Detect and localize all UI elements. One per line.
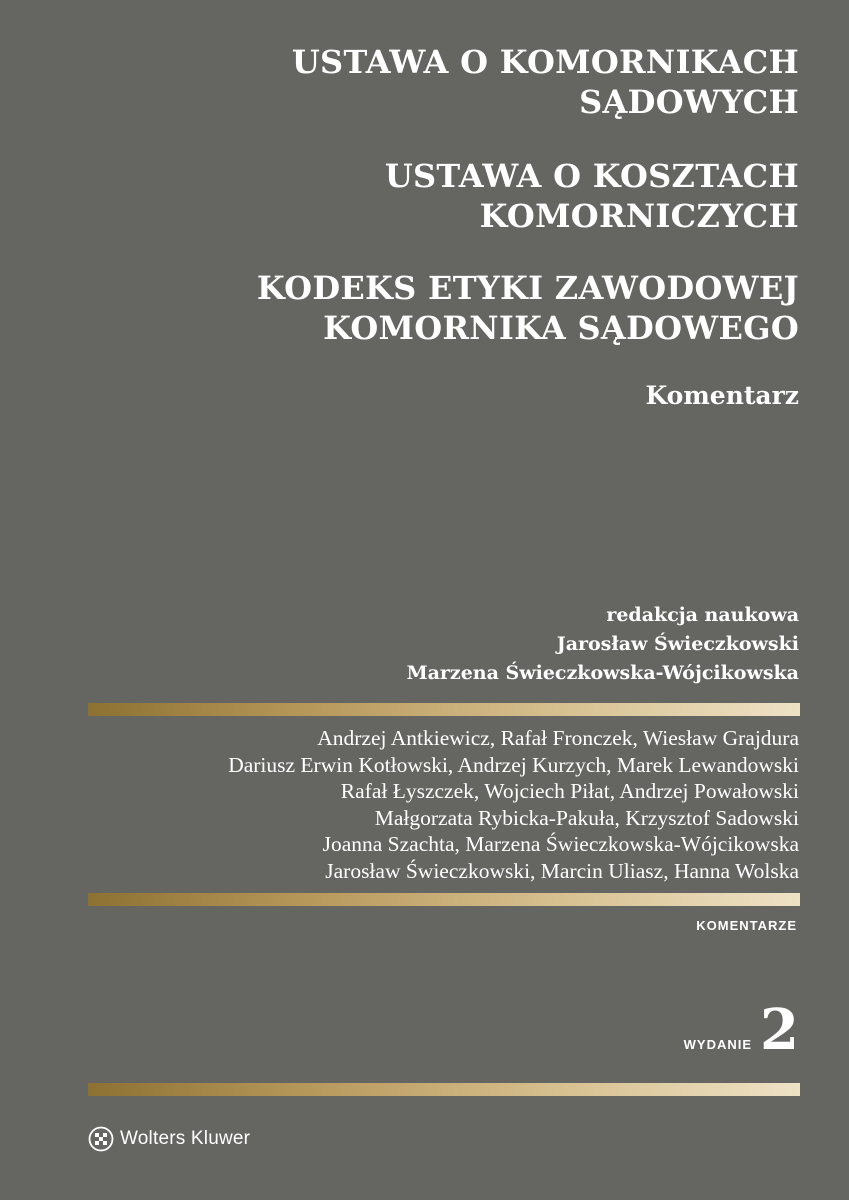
subtitle: Komentarz [645, 381, 799, 410]
title-line: KODEKS ETYKI ZAWODOWEJ [256, 269, 799, 307]
gold-divider [88, 703, 800, 716]
gold-divider [88, 1083, 800, 1096]
edition-block [684, 998, 799, 1062]
title-line: USTAWA O KOSZTACH [384, 157, 799, 195]
wolters-kluwer-logo-icon [88, 1126, 114, 1152]
title-line: KOMORNICZYCH [479, 197, 799, 235]
author-line: Dariusz Erwin Kotłowski, Andrzej Kurzych, Marek Lewandowski [228, 752, 799, 777]
author-line: Jarosław Świeczkowski, Marcin Uliasz, Hanna Wolska [325, 858, 799, 883]
editors-block [407, 601, 799, 688]
gold-divider [88, 893, 800, 906]
series-label: KOMENTARZE [696, 918, 797, 933]
author-line: Małgorzata Rybicka-Pakuła, Krzysztof Sadowski [374, 805, 799, 830]
title-line: USTAWA O KOMORNIKACH [291, 43, 799, 81]
author-line: Rafał Łyszczek, Wojciech Piłat, Andrzej Powałowski [340, 779, 799, 804]
publisher-name: Wolters Kluwer [120, 1128, 251, 1149]
title-kodeks-etyki [257, 268, 799, 348]
title-ustawa-o-kosztach [385, 156, 799, 236]
publisher-logo-area [88, 1126, 250, 1152]
author-line: Andrzej Antkiewicz, Rafał Fronczek, Wiesław Grajdura [317, 726, 799, 750]
authors-block [228, 725, 799, 885]
title-line: SĄDOWYCH [579, 83, 799, 121]
editor-name: Jarosław Świeczkowski [556, 633, 799, 655]
edition-label: WYDANIE [683, 1037, 753, 1052]
title-line: KOMORNIKA SĄDOWEGO [323, 309, 799, 347]
title-ustawa-o-komornikach [292, 42, 799, 122]
editor-name: Marzena Świeczkowska-Wójcikowska [406, 662, 799, 684]
editors-label: redakcja naukowa [606, 604, 799, 626]
edition-number: 2 [760, 997, 799, 1063]
author-line: Joanna Szachta, Marzena Świeczkowska-Wójcikowska [322, 832, 799, 857]
